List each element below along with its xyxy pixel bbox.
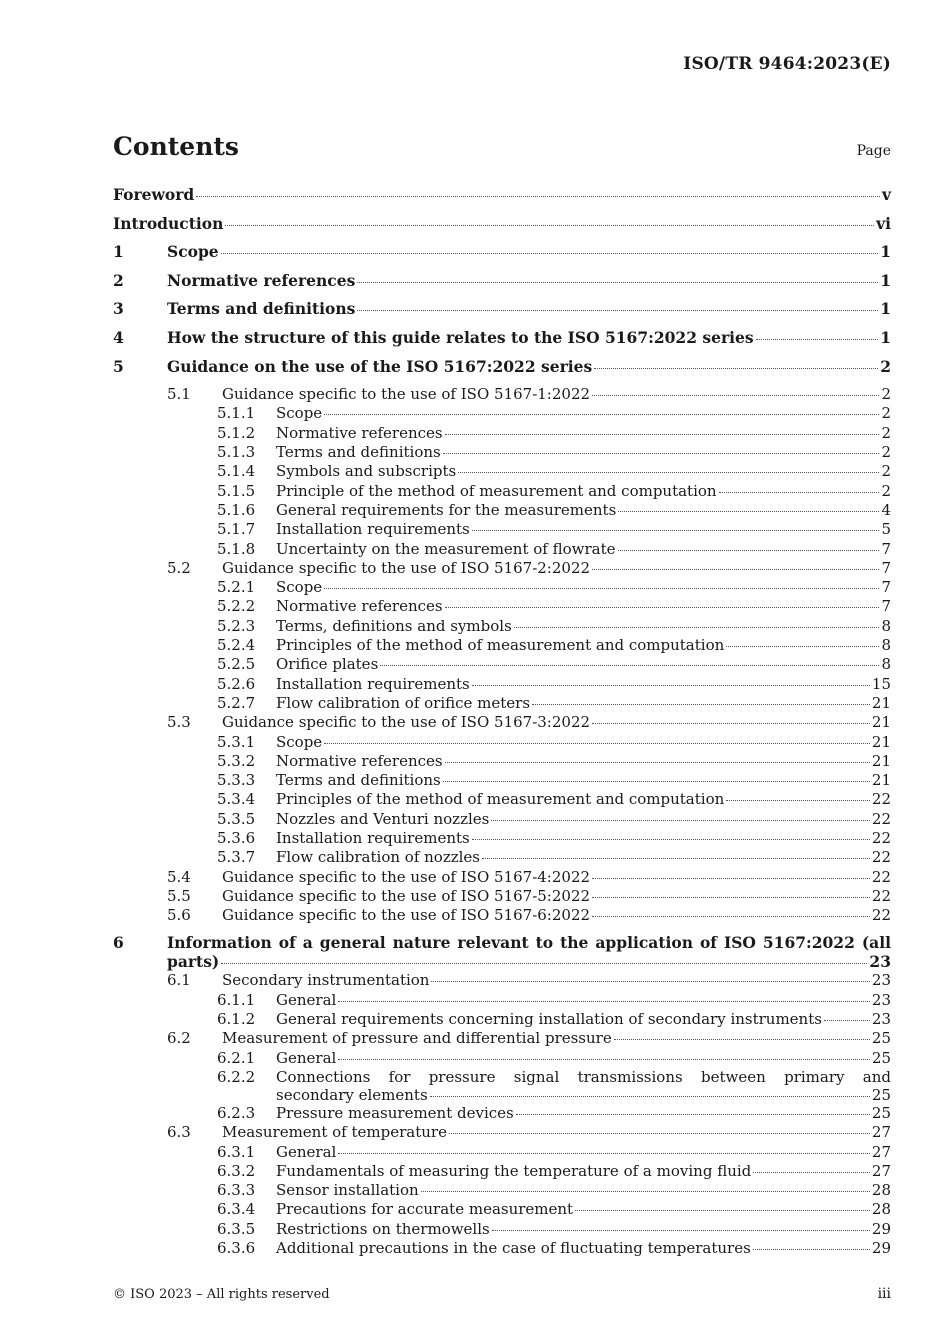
toc-entry[interactable] [113, 1049, 891, 1068]
toc-entry[interactable] [113, 559, 891, 578]
toc-entry-number: 5.1.2 [217, 423, 256, 442]
toc-entry-page: 21 [871, 713, 891, 732]
dot-leader [592, 569, 879, 570]
toc-entry[interactable] [113, 933, 891, 971]
toc-entry-page: 23 [869, 952, 891, 972]
toc-entry[interactable] [113, 1104, 891, 1123]
toc-entry-number: 5.1.6 [217, 500, 256, 519]
toc-entry-title: Installation requirements [276, 674, 470, 693]
toc-entry[interactable] [113, 520, 891, 539]
toc-entry-title: Measurement of temperature [222, 1123, 447, 1142]
toc-entry-page: 2 [881, 481, 891, 500]
toc-entry-number: 2 [113, 270, 124, 290]
toc-entry-title: Guidance specific to the use of ISO 5167-6:2022 [222, 906, 591, 925]
toc-entry[interactable] [113, 271, 891, 300]
toc-entry[interactable] [113, 482, 891, 501]
toc-entry-title: Principles of the method of measurement and computation [276, 636, 725, 655]
toc-entry-number: 6.3.1 [217, 1142, 256, 1161]
page-title: Contents [113, 132, 240, 161]
toc-entry-number: 3 [113, 299, 124, 319]
toc-entry-title: Restrictions on thermowells [276, 1219, 490, 1238]
toc-entry[interactable] [113, 1162, 891, 1181]
toc-entry-number: 6.2 [167, 1029, 191, 1048]
document-id: ISO/TR 9464:2023(E) [683, 54, 891, 74]
toc-entry[interactable] [113, 848, 891, 867]
toc-entry-title: Foreword [113, 185, 195, 204]
toc-entry-title: Uncertainty on the measurement of flowrate [276, 539, 616, 558]
toc-entry-title: Scope [276, 578, 323, 597]
dot-leader [221, 963, 867, 964]
toc-entry-page: 1 [880, 327, 891, 347]
toc-entry-page: 7 [881, 597, 891, 616]
toc-entry[interactable] [113, 385, 891, 404]
toc-entry[interactable] [113, 752, 891, 771]
toc-entry-page: 2 [881, 462, 891, 481]
toc-entry-page: 21 [871, 751, 891, 770]
dot-leader [592, 897, 870, 898]
dot-leader [824, 1020, 870, 1021]
toc-entry-page: 2 [880, 356, 891, 376]
toc-entry-title: Scope [167, 242, 219, 262]
toc-entry-page: 28 [871, 1200, 891, 1219]
page-column-label: Page [856, 143, 891, 159]
toc-entry-page: 2 [881, 423, 891, 442]
dot-leader [380, 665, 879, 666]
toc-entry-title: Principle of the method of measurement and computation [276, 481, 717, 500]
toc-entry-title: Symbols and subscripts [276, 462, 457, 481]
dot-leader [225, 225, 874, 226]
dot-leader [592, 395, 879, 396]
toc-entry-number: 6.3.3 [217, 1181, 256, 1200]
toc-entry-title: Nozzles and Venturi nozzles [276, 809, 490, 828]
toc-entry-title: Guidance on the use of the ISO 5167:2022 series [167, 356, 593, 376]
dot-leader [753, 1172, 870, 1173]
toc-entry-page: 7 [881, 539, 891, 558]
toc-entry[interactable] [113, 242, 891, 271]
toc-entry-number: 6.2.2 [217, 1067, 256, 1086]
toc-entry[interactable] [113, 1010, 891, 1029]
toc-entry-page: 22 [871, 848, 891, 867]
toc-entry-number: 5.3.2 [217, 751, 256, 770]
toc-entry-title: Guidance specific to the use of ISO 5167-4:2022 [222, 867, 591, 886]
toc-entry-page: 22 [871, 906, 891, 925]
toc-entry-title: General [276, 990, 337, 1009]
toc-entry-page: 8 [881, 616, 891, 635]
dot-leader [458, 472, 879, 473]
toc-entry-page: 29 [871, 1219, 891, 1238]
toc-entry-number: 5.2 [167, 558, 191, 577]
toc-entry[interactable] [113, 617, 891, 636]
toc-entry-number: 5.1.3 [217, 443, 256, 462]
toc-entry-title: Flow calibration of nozzles [276, 848, 481, 867]
toc-entry-title: Terms and definitions [276, 771, 441, 790]
toc-entry-number: 6.3.4 [217, 1200, 256, 1219]
toc-entry-title: Scope [276, 404, 323, 423]
dot-leader [618, 511, 879, 512]
toc-entry-number: 5.6 [167, 906, 191, 925]
toc-entry-number: 5.1.5 [217, 481, 256, 500]
toc-entry-page: 22 [871, 809, 891, 828]
dot-leader [592, 916, 870, 917]
toc-entry-number: 5.2.2 [217, 597, 256, 616]
toc-entry-number: 6.3.6 [217, 1239, 256, 1258]
toc-entry[interactable] [113, 1123, 891, 1142]
toc-entry-title: Scope [276, 732, 323, 751]
toc-entry-number: 6.1 [167, 971, 191, 990]
toc-entry[interactable] [113, 829, 891, 848]
dot-leader [482, 858, 870, 859]
dot-leader [592, 723, 870, 724]
toc-entry-title: Sensor installation [276, 1181, 419, 1200]
toc-entry-title: How the structure of this guide relates to the ISO 5167:2022 series [167, 327, 754, 347]
dot-leader [221, 253, 879, 254]
toc-entry-title: Normative references [276, 597, 443, 616]
toc-entry-page: 27 [871, 1123, 891, 1142]
dot-leader [421, 1191, 870, 1192]
toc-entry-page: 8 [881, 636, 891, 655]
toc-entry-number: 5.2.4 [217, 636, 256, 655]
toc-entry-title: Guidance specific to the use of ISO 5167-3:2022 [222, 713, 591, 732]
toc-entry[interactable] [113, 357, 891, 386]
toc-entry[interactable] [113, 771, 891, 790]
toc-entry-number: 5.1 [167, 385, 191, 404]
toc-entry-number: 5.3.6 [217, 828, 256, 847]
dot-leader [592, 878, 870, 879]
toc-entry-page: 23 [871, 971, 891, 990]
dot-leader [618, 550, 880, 551]
toc-entry-page: 2 [881, 385, 891, 404]
dot-leader [472, 685, 870, 686]
toc-entry-page: 4 [881, 500, 891, 519]
toc-entry-number: 6 [113, 933, 124, 953]
toc-entry[interactable] [113, 578, 891, 597]
dot-leader [357, 310, 878, 311]
toc-entry-number: 5.3.7 [217, 848, 256, 867]
toc-entry[interactable] [113, 636, 891, 655]
dot-leader [443, 453, 880, 454]
toc-entry[interactable] [113, 655, 891, 674]
toc-entry-page: 29 [871, 1239, 891, 1258]
toc-entry-page: 22 [871, 828, 891, 847]
dot-leader [491, 820, 870, 821]
toc-entry[interactable] [113, 675, 891, 694]
dot-leader [516, 1114, 870, 1115]
toc-entry-number: 6.3.5 [217, 1219, 256, 1238]
toc-entry-title-continued: parts) [167, 952, 220, 972]
toc-entry-title: Normative references [276, 423, 443, 442]
toc-entry-number: 5.2.6 [217, 674, 256, 693]
dot-leader [445, 434, 880, 435]
dot-leader [614, 1039, 870, 1040]
toc-entry-title: Introduction [113, 213, 224, 233]
dot-leader [445, 762, 870, 763]
toc-entry[interactable] [113, 443, 891, 462]
toc-entry-number: 5.4 [167, 867, 191, 886]
toc-entry-title: Measurement of pressure and differential pressure [222, 1029, 612, 1048]
dot-leader [594, 368, 878, 369]
toc-entry-number: 4 [113, 327, 124, 347]
toc-entry-page: 23 [871, 990, 891, 1009]
toc-entry-title: Principles of the method of measurement and computation [276, 790, 725, 809]
toc-entry-page: 25 [871, 1085, 891, 1104]
toc-entry[interactable] [113, 328, 891, 357]
toc-entry-number: 5.2.3 [217, 616, 256, 635]
toc-entry[interactable] [113, 1200, 891, 1219]
dot-leader [430, 1096, 870, 1097]
dot-leader [449, 1133, 870, 1134]
toc-entry[interactable] [113, 971, 891, 990]
toc-entry[interactable] [113, 1239, 891, 1258]
dot-leader [514, 627, 880, 628]
toc-entry[interactable] [113, 462, 891, 481]
toc-entry-page: 2 [881, 404, 891, 423]
toc-entry[interactable] [113, 1068, 891, 1104]
toc-entry-page: 1 [880, 270, 891, 290]
toc-entry[interactable] [113, 185, 891, 214]
dot-leader [719, 492, 880, 493]
toc-entry-page: 27 [871, 1142, 891, 1161]
toc-entry-number: 5 [113, 356, 124, 376]
toc-entry[interactable] [113, 404, 891, 423]
toc-entry-page: 22 [871, 790, 891, 809]
toc-entry-title-continued: secondary elements [276, 1085, 428, 1104]
toc-entry-page: 1 [880, 299, 891, 319]
toc-entry-page: 25 [871, 1048, 891, 1067]
toc-entry-title: Installation requirements [276, 520, 470, 539]
dot-leader [338, 1001, 870, 1002]
toc-entry-page: 25 [871, 1103, 891, 1122]
toc-entry-page: 28 [871, 1181, 891, 1200]
toc-entry-page: 8 [881, 655, 891, 674]
toc-entry-title: Terms and definitions [167, 299, 356, 319]
dot-leader [753, 1249, 870, 1250]
toc-entry[interactable] [113, 790, 891, 809]
dot-leader [196, 196, 880, 197]
toc-entry[interactable] [113, 597, 891, 616]
toc-entry[interactable] [113, 214, 891, 243]
dot-leader [338, 1153, 870, 1154]
toc-entry[interactable] [113, 733, 891, 752]
toc-entry-page: 21 [871, 693, 891, 712]
dot-leader [431, 981, 869, 982]
toc-entry-number: 6.3.2 [217, 1161, 256, 1180]
toc-entry-title: Normative references [276, 751, 443, 770]
dot-leader [324, 414, 879, 415]
toc-entry-page: 23 [871, 1010, 891, 1029]
toc-entry-number: 6.1.2 [217, 1010, 256, 1029]
toc-entry-title: General requirements for the measurements [276, 500, 617, 519]
toc-entry[interactable] [113, 887, 891, 906]
dot-leader [445, 607, 880, 608]
toc-entry[interactable] [113, 694, 891, 713]
toc-entry[interactable] [113, 991, 891, 1010]
toc-entry-page: 15 [871, 674, 891, 693]
toc-entry-page: 1 [880, 242, 891, 262]
toc-entry-number: 5.1.4 [217, 462, 256, 481]
toc-entry-page: 25 [871, 1029, 891, 1048]
toc-entry-number: 6.2.3 [217, 1103, 256, 1122]
toc-entry[interactable] [113, 810, 891, 829]
toc-entry[interactable] [113, 299, 891, 328]
toc-entry[interactable] [113, 1181, 891, 1200]
table-of-contents [113, 185, 891, 1258]
toc-entry-page: 7 [881, 578, 891, 597]
toc-entry-title: General [276, 1048, 337, 1067]
toc-entry-number: 5.1.7 [217, 520, 256, 539]
toc-entry-page: vi [876, 213, 891, 233]
toc-entry-number: 5.2.7 [217, 693, 256, 712]
toc-entry-title: Terms, definitions and symbols [276, 616, 512, 635]
toc-entry-number: 1 [113, 242, 124, 262]
toc-entry-title: Secondary instrumentation [222, 971, 430, 990]
toc-entry[interactable] [113, 713, 891, 732]
toc-entry-page: 27 [871, 1161, 891, 1180]
dot-leader [443, 781, 870, 782]
toc-entry-title: General [276, 1142, 337, 1161]
toc-entry-number: 5.2.5 [217, 655, 256, 674]
dot-leader [492, 1230, 870, 1231]
toc-entry[interactable] [113, 1220, 891, 1239]
toc-entry[interactable] [113, 1029, 891, 1048]
toc-entry-number: 5.3.1 [217, 732, 256, 751]
toc-entry-title: Precautions for accurate measurement [276, 1200, 574, 1219]
toc-entry[interactable] [113, 501, 891, 520]
toc-entry-title: Installation requirements [276, 828, 470, 847]
copyright-notice: © ISO 2023 – All rights reserved [113, 1287, 330, 1302]
toc-entry-page: 22 [871, 867, 891, 886]
toc-entry-number: 5.3.5 [217, 809, 256, 828]
toc-entry[interactable] [113, 424, 891, 443]
dot-leader [726, 646, 879, 647]
dot-leader [338, 1059, 870, 1060]
dot-leader [472, 839, 870, 840]
toc-entry-title: Fundamentals of measuring the temperature of a moving fluid [276, 1161, 752, 1180]
toc-entry-number: 6.3 [167, 1123, 191, 1142]
toc-entry-number: 6.2.1 [217, 1048, 256, 1067]
dot-leader [324, 743, 870, 744]
dot-leader [472, 530, 880, 531]
toc-entry-title: Guidance specific to the use of ISO 5167-5:2022 [222, 886, 591, 905]
toc-entry-title: Pressure measurement devices [276, 1103, 514, 1122]
dot-leader [324, 588, 879, 589]
toc-entry-page: 22 [871, 886, 891, 905]
toc-entry-title: Information of a general nature relevant to the application of ISO 5167:2022 (all [167, 933, 891, 953]
toc-entry-title: Guidance specific to the use of ISO 5167-1:2022 [222, 385, 591, 404]
toc-entry-page: 21 [871, 732, 891, 751]
toc-entry-number: 5.3.4 [217, 790, 256, 809]
toc-entry-number: 5.1.8 [217, 539, 256, 558]
toc-entry-number: 5.1.1 [217, 404, 256, 423]
dot-leader [575, 1210, 870, 1211]
toc-entry-page: v [881, 185, 891, 204]
toc-entry-title: Normative references [167, 270, 356, 290]
dot-leader [357, 282, 878, 283]
toc-entry-number: 6.1.1 [217, 990, 256, 1009]
page-number: iii [877, 1286, 891, 1302]
toc-entry-page: 21 [871, 771, 891, 790]
toc-entry-page: 2 [881, 443, 891, 462]
toc-entry-number: 5.2.1 [217, 578, 256, 597]
toc-entry-page: 5 [881, 520, 891, 539]
toc-entry-number: 5.5 [167, 886, 191, 905]
dot-leader [726, 800, 870, 801]
toc-entry-title: Connections for pressure signal transmissions between primary and [276, 1067, 891, 1086]
toc-entry[interactable] [113, 540, 891, 559]
toc-entry-number: 5.3 [167, 713, 191, 732]
toc-entry[interactable] [113, 906, 891, 925]
toc-entry-page: 7 [881, 558, 891, 577]
toc-entry[interactable] [113, 1143, 891, 1162]
toc-entry[interactable] [113, 868, 891, 887]
toc-entry-title: Guidance specific to the use of ISO 5167-2:2022 [222, 558, 591, 577]
toc-entry-number: 5.3.3 [217, 771, 256, 790]
toc-entry-title: Orifice plates [276, 655, 379, 674]
dot-leader [532, 704, 870, 705]
toc-entry-title: Flow calibration of orifice meters [276, 693, 531, 712]
toc-entry-title: General requirements concerning installation of secondary instruments [276, 1010, 822, 1029]
toc-entry-title: Terms and definitions [276, 443, 441, 462]
dot-leader [756, 339, 879, 340]
toc-entry-title: Additional precautions in the case of fluctuating temperatures [276, 1239, 751, 1258]
